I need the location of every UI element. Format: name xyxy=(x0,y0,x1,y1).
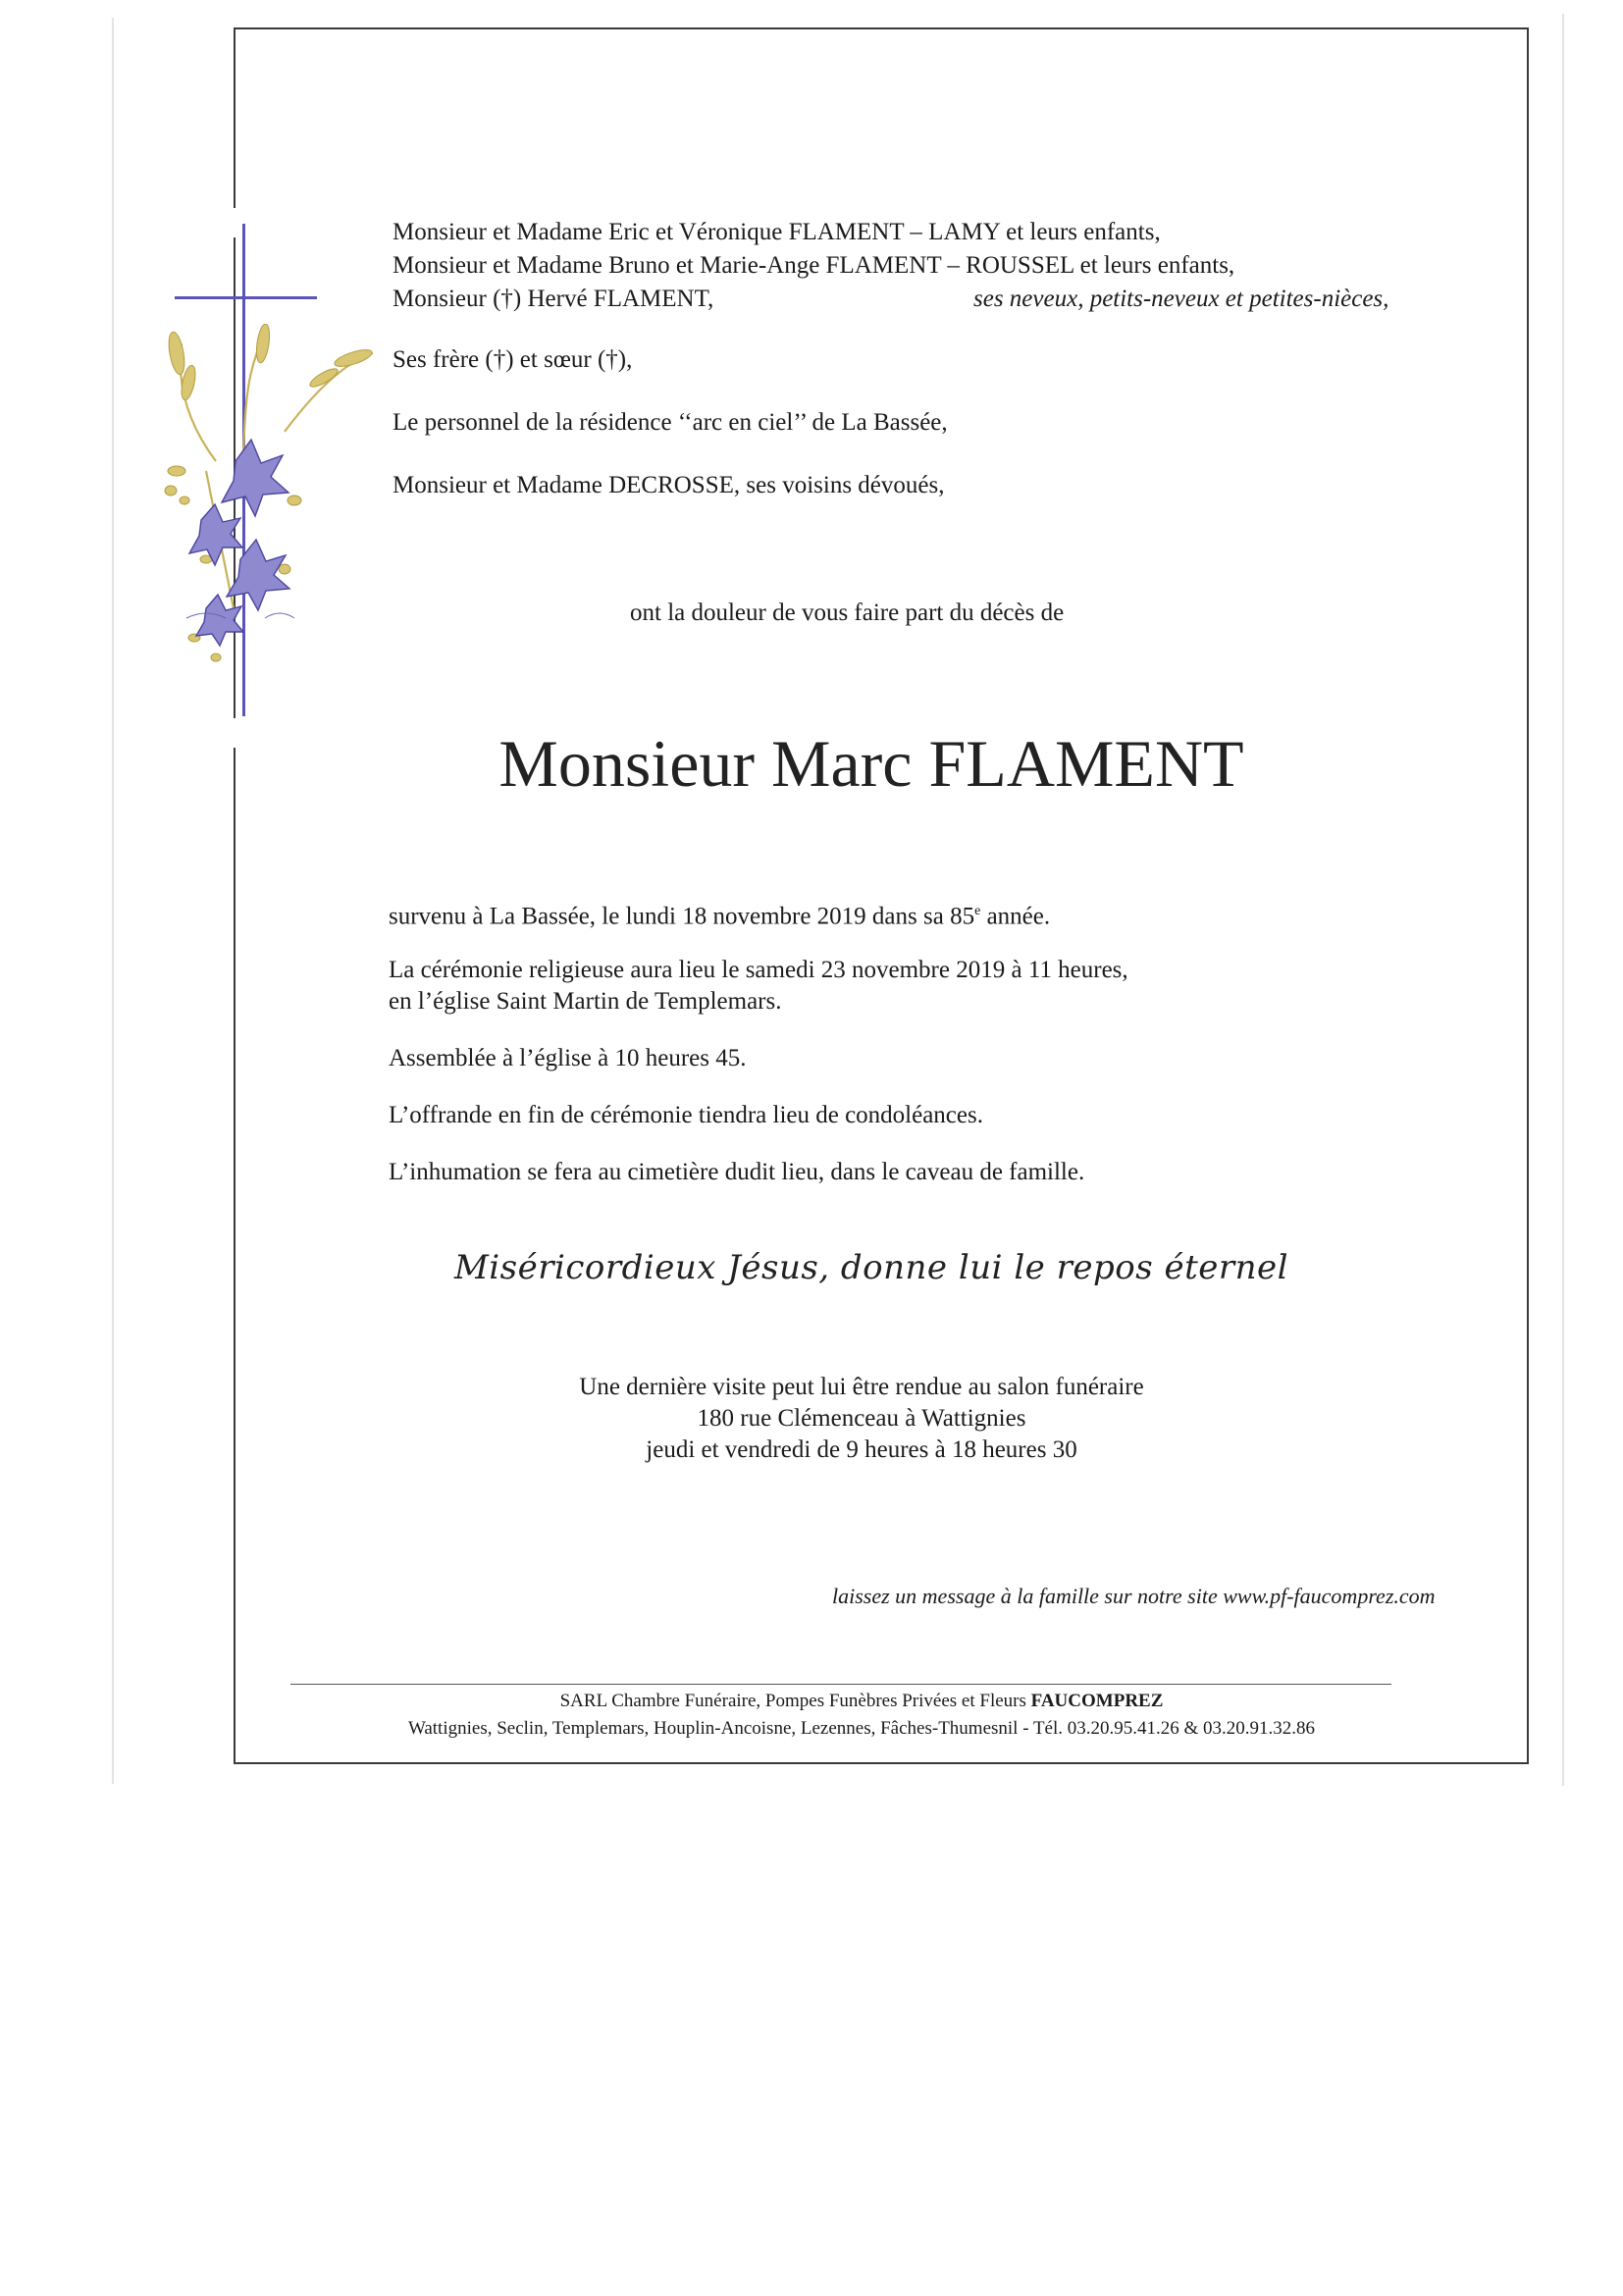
ceremony-line-2: en l’église Saint Martin de Templemars. xyxy=(389,988,782,1015)
offering-line: L’offrande en fin de cérémonie tiendra lieu de condoléances. xyxy=(389,1102,983,1128)
visit-line-2: 180 rue Clémenceau à Wattignies xyxy=(697,1405,1026,1432)
visit-line-1: Une dernière visite peut lui être rendue au salon funéraire xyxy=(579,1374,1144,1400)
ceremony-line-1: La cérémonie religieuse aura lieu le samedi 23 novembre 2019 à 11 heures, xyxy=(389,957,1128,983)
death-line-sup: e xyxy=(974,904,981,918)
death-line xyxy=(389,897,1050,931)
scan-edge-right xyxy=(1562,14,1564,1786)
family-line-1: Monsieur et Madame Eric et Véronique FLAMENT – LAMY et leurs enfants, xyxy=(393,219,1161,245)
nephews-line: ses neveux, petits-neveux et petites-nièces, xyxy=(973,286,1389,312)
footer-line-1 xyxy=(0,1690,1623,1713)
neighbours-line: Monsieur et Madame DECROSSE, ses voisins dévoués, xyxy=(393,472,945,498)
cross-icon-horizontal xyxy=(175,296,317,299)
visit-line-3: jeudi et vendredi de 9 heures à 18 heures 30 xyxy=(646,1436,1077,1463)
footer-line-2: Wattignies, Seclin, Templemars, Houplin-Ancoisne, Lezennes, Fâches-Thumesnil - Tél. 03.20.95.41.26 & 03.20.91.32.86 xyxy=(407,1718,1316,1739)
family-line-2: Monsieur et Madame Bruno et Marie-Ange FLAMENT – ROUSSEL et leurs enfants, xyxy=(393,252,1235,279)
staff-line: Le personnel de la résidence ‘‘arc en ciel’’ de La Bassée, xyxy=(393,409,948,436)
announcement-line: ont la douleur de vous faire part du décès de xyxy=(630,600,1065,626)
death-line-end: année. xyxy=(980,903,1051,930)
frame-gap-top xyxy=(228,208,241,237)
siblings-line: Ses frère (†) et sœur (†), xyxy=(393,346,633,373)
message-link[interactable]: laissez un message à la famille sur notre site www.pf-faucomprez.com xyxy=(832,1584,1436,1608)
assembly-line: Assemblée à l’église à 10 heures 45. xyxy=(389,1045,747,1071)
footer-company: SARL Chambre Funéraire, Pompes Funèbres Privées et Fleurs xyxy=(559,1691,1031,1711)
family-line-3: Monsieur (†) Hervé FLAMENT, xyxy=(393,286,714,312)
footer-divider xyxy=(290,1684,1391,1685)
wheat-and-flowers-icon xyxy=(147,324,383,677)
death-line-text: survenu à La Bassée, le lundi 18 novembre 2019 dans sa 85 xyxy=(389,903,975,930)
footer-brand: FAUCOMPREZ xyxy=(1030,1691,1164,1711)
deceased-name: Monsieur Marc FLAMENT xyxy=(498,726,1244,801)
prayer-line: Miséricordieux Jésus, donne lui le repos éternel xyxy=(453,1248,1289,1287)
burial-line: L’inhumation se fera au cimetière dudit lieu, dans le caveau de famille. xyxy=(389,1159,1085,1185)
scan-edge-left xyxy=(112,18,114,1784)
